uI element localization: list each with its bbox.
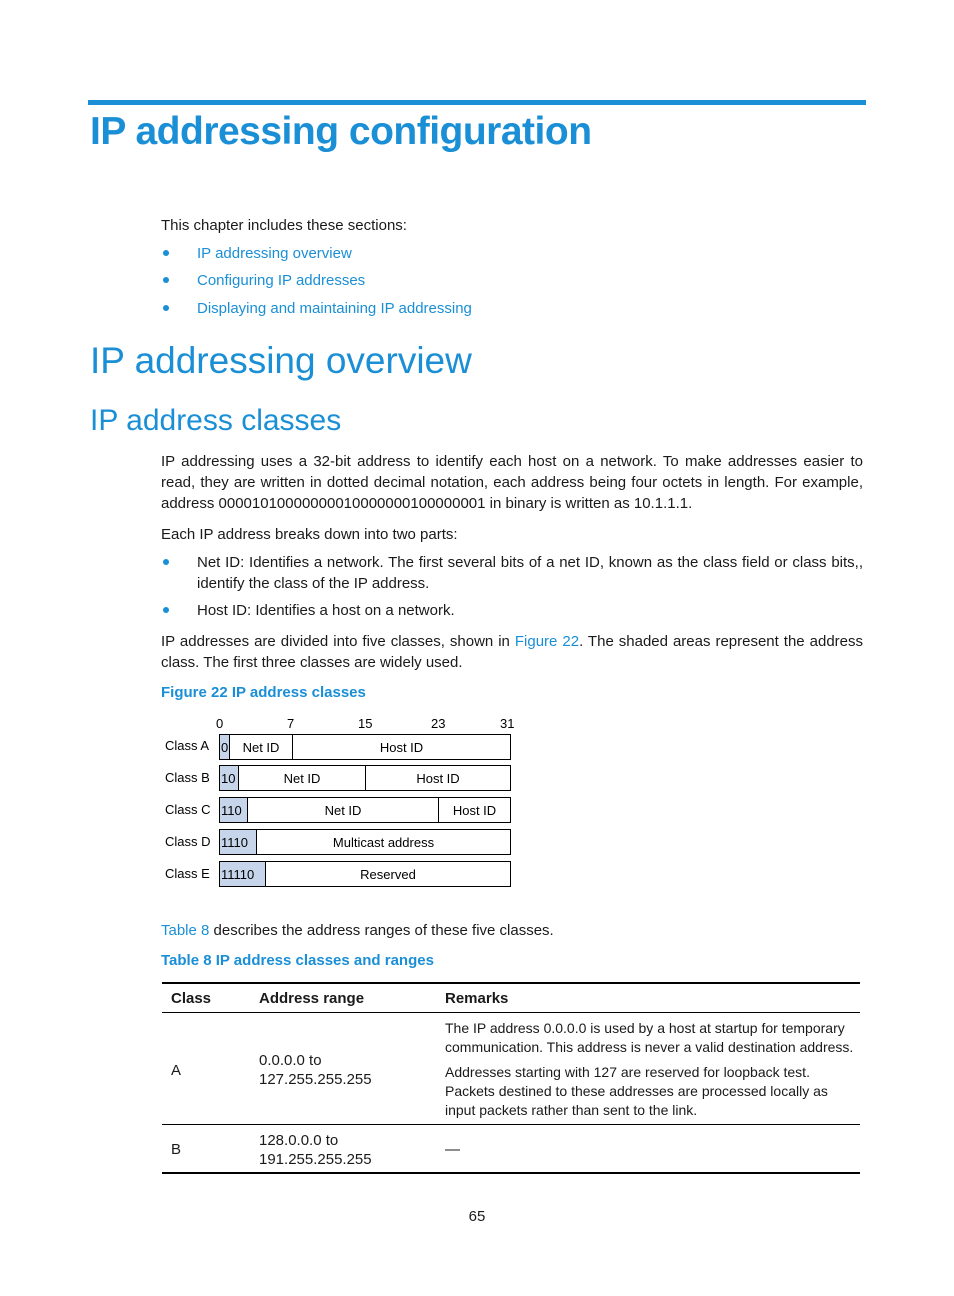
chapter-title: IP addressing configuration — [90, 110, 592, 153]
paragraph-table-ref — [161, 920, 554, 941]
reserved-field: Reserved — [360, 866, 416, 882]
cell-range-a-start: 0.0.0.0 to — [259, 1052, 322, 1069]
text-run: IP addresses are divided into five classes, shown in — [161, 633, 515, 650]
bullet-dot — [163, 250, 169, 256]
intro-text: This chapter includes these sections: — [161, 217, 407, 234]
host-id-field: Host ID — [416, 770, 460, 786]
bit-position-label: 31 — [500, 716, 515, 731]
bullet-dot — [163, 559, 169, 565]
bit-position-label: 23 — [431, 716, 446, 731]
cell-remarks-a-1: The IP address 0.0.0.0 is used by a host at startup for temporary communication. This address is never a valid destination address. — [445, 1020, 854, 1055]
paragraph-addressing: IP addressing uses a 32-bit address to identify each host on a network. To make addresses easier to read, they are written in dotted decimal notation, each address being four octets in length. For example, address 00001010000000010000000100000001 in binary is written as 10.1.1.1. — [161, 453, 863, 512]
table-bottom-rule — [162, 1172, 860, 1174]
table-caption: Table 8 IP address classes and ranges — [161, 952, 434, 969]
net-id-field: Net ID — [248, 798, 439, 822]
class-e-label: Class E — [165, 866, 210, 881]
class-e-row — [219, 861, 511, 887]
subsection-title: IP address classes — [90, 404, 342, 437]
class-a-label: Class A — [165, 738, 210, 753]
class-b-label: Class B — [165, 770, 210, 785]
header-remarks: Remarks — [445, 990, 509, 1007]
class-bits: 0 — [220, 735, 230, 759]
cell-remarks-b: — — [445, 1141, 460, 1158]
cell-range-a-end: 127.255.255.255 — [259, 1071, 372, 1088]
text-run: describes the address ranges of these five classes. — [209, 922, 554, 939]
figure-caption: Figure 22 IP address classes — [161, 684, 366, 701]
page-number: 65 — [468, 1208, 486, 1225]
bit-position-label: 7 — [287, 716, 295, 731]
class-c-label: Class C — [165, 802, 211, 817]
host-id-field: Host ID — [379, 739, 424, 755]
net-id-field: Net ID — [230, 735, 293, 759]
net-id-field: Net ID — [239, 766, 366, 790]
class-bits: 10 — [220, 766, 239, 790]
bit-position-label: 15 — [358, 716, 373, 731]
title-rule — [88, 100, 866, 105]
class-b-row — [219, 765, 511, 791]
bullet-dot — [163, 277, 169, 283]
table-header-rule — [162, 1012, 860, 1013]
class-bits: 11110 — [220, 862, 266, 886]
bullet-dot — [163, 305, 169, 311]
cell-remarks-a-2: Addresses starting with 127 are reserved for loopback test. Packets destined to these addresses are processed locally as input packets rather than sent to the link. — [445, 1064, 828, 1118]
text-run: . The shaded areas represent the address class. The first three classes are widely used. — [161, 633, 863, 671]
toc-link-configuring[interactable]: Configuring IP addresses — [197, 272, 366, 289]
class-bits: 1110 — [220, 830, 257, 854]
table-row-rule — [162, 1124, 860, 1125]
bullet-net-id: Net ID: Identifies a network. The first several bits of a net ID, known as the class field or class bits,, identify the class of the IP address. — [197, 554, 863, 592]
cell-range-b-end: 191.255.255.255 — [259, 1151, 372, 1168]
header-class: Class — [171, 990, 212, 1007]
class-a-row — [219, 734, 511, 760]
bit-position-label: 0 — [216, 716, 224, 731]
class-bits: 110 — [220, 798, 248, 822]
paragraph-classes — [161, 631, 863, 673]
host-id-field: Host ID — [452, 802, 497, 818]
toc-link-overview[interactable]: IP addressing overview — [197, 245, 352, 262]
bullet-dot — [163, 607, 169, 613]
class-c-row — [219, 797, 511, 823]
figure-22-link[interactable]: Figure 22 — [514, 633, 580, 650]
section-title: IP addressing overview — [90, 340, 472, 381]
toc-link-displaying[interactable]: Displaying and maintaining IP addressing — [197, 300, 472, 317]
header-address-range: Address range — [259, 990, 365, 1007]
paragraph-parts: Each IP address breaks down into two parts: — [161, 526, 458, 543]
class-d-label: Class D — [165, 834, 211, 849]
cell-class-b: B — [171, 1141, 182, 1158]
table-top-rule — [162, 982, 860, 984]
multicast-field: Multicast address — [332, 834, 435, 850]
cell-class-a: A — [171, 1062, 182, 1079]
class-d-row — [219, 829, 511, 855]
bullet-host-id: Host ID: Identifies a host on a network. — [197, 602, 455, 619]
cell-range-b-start: 128.0.0.0 to — [259, 1132, 339, 1149]
table-8-link[interactable]: Table 8 — [161, 922, 210, 939]
